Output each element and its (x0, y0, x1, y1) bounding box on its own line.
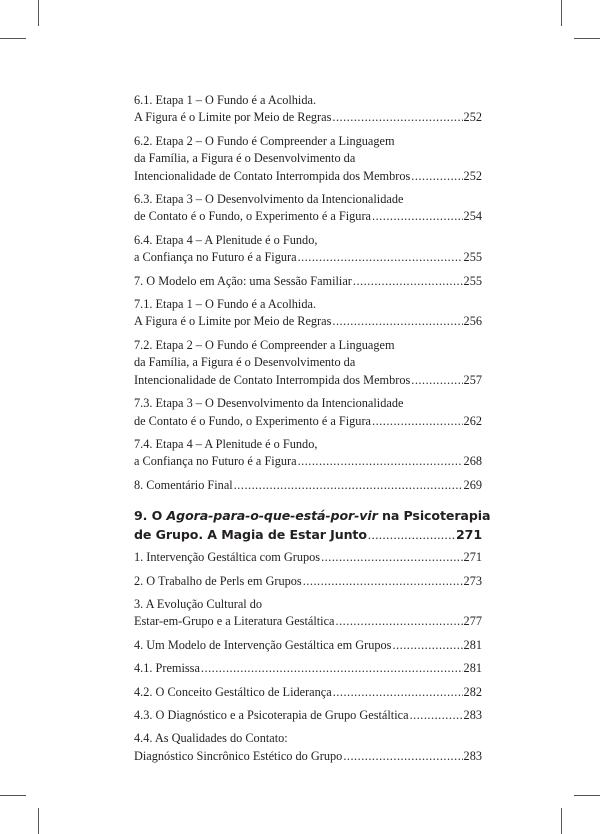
dot-leader (332, 313, 462, 330)
toc-entry-line (134, 707, 482, 724)
toc-entry-line (134, 191, 482, 208)
toc-entry-title: 7.2. Etapa 2 – O Fundo é Compreender a Linguagem (134, 337, 395, 352)
toc-entry (134, 133, 482, 185)
dot-leader (353, 273, 463, 290)
toc-entry-title: 4.4. As Qualidades do Contato: (134, 731, 288, 746)
crop-mark (38, 0, 39, 26)
toc-entry (134, 730, 482, 765)
toc-entry (134, 296, 482, 331)
toc-entry-title: de Contato é o Fundo, o Experimento é a Figura (134, 209, 372, 224)
crop-mark (574, 795, 600, 796)
toc-entry-line (134, 208, 482, 225)
toc-entry (134, 549, 482, 566)
table-of-contents (134, 92, 491, 771)
toc-entry-line (134, 453, 482, 470)
toc-entry-line (134, 296, 482, 313)
toc-entry-line (134, 613, 482, 630)
toc-entry (134, 637, 482, 654)
chapter-prefix: 9. O (134, 508, 167, 524)
toc-entry-title: a Confiança no Futuro é a Figura (134, 454, 297, 469)
toc-entry-title: da Família, a Figura é o Desenvolvimento da (134, 355, 356, 370)
toc-entry-line (134, 313, 482, 330)
toc-entry-line (134, 232, 482, 249)
toc-entry-line (134, 477, 482, 494)
toc-entry-line (134, 372, 482, 389)
toc-entry (134, 573, 482, 590)
dot-leader (321, 549, 462, 566)
toc-entry-title: 4.2. O Conceito Gestáltico de Liderança (134, 684, 332, 699)
toc-page-number: 283 (463, 707, 482, 722)
toc-entry-title: Estar-em-Grupo e a Literatura Gestáltica (134, 614, 335, 629)
dot-leader (368, 526, 455, 545)
toc-page-number: 254 (463, 209, 482, 224)
toc-entry-title: 8. Comentário Final (134, 477, 233, 492)
toc-entry-title: 3. A Evolução Cultural do (134, 596, 263, 611)
toc-entry-title: A Figura é o Limite por Meio de Regras (134, 110, 332, 125)
dot-leader (298, 249, 463, 266)
toc-page-number: 268 (463, 454, 482, 469)
toc-entry (134, 395, 482, 430)
toc-section-8 (134, 92, 482, 494)
toc-page-number: 283 (463, 748, 482, 763)
toc-page-number: 262 (463, 413, 482, 428)
toc-entry-title: 6.1. Etapa 1 – O Fundo é a Acolhida. (134, 93, 317, 107)
toc-entry-title: 7. O Modelo em Ação: uma Sessão Familiar (134, 273, 352, 288)
crop-mark (561, 0, 562, 26)
chapter-suffix: na Psicoterapia (377, 508, 491, 524)
toc-page-number: 273 (463, 573, 482, 588)
toc-entry (134, 707, 482, 724)
dot-leader (372, 208, 463, 225)
toc-entry-line (134, 413, 482, 430)
crop-mark (0, 795, 26, 796)
toc-entry-title: 4. Um Modelo de Intervenção Gestáltica em Grupos (134, 637, 392, 652)
chapter-title-line-2: de Grupo. A Magia de Estar Junto (134, 527, 367, 543)
toc-entry-line (134, 109, 482, 126)
crop-mark (561, 808, 562, 834)
toc-entry-title: 1. Intervenção Gestáltica com Grupos (134, 550, 321, 565)
toc-page-number: 281 (463, 661, 482, 676)
dot-leader (411, 372, 462, 389)
toc-entry-line (134, 249, 482, 266)
toc-entry-line (134, 637, 482, 654)
crop-mark (38, 808, 39, 834)
toc-entry-title: A Figura é o Limite por Meio de Regras (134, 314, 332, 329)
toc-entry-title: 6.3. Etapa 3 – O Desenvolvimento da Intencionalidade (134, 192, 404, 207)
toc-entry (134, 273, 482, 290)
toc-entry-title: 4.3. O Diagnóstico e a Psicoterapia de Grupo Gestáltica (134, 707, 409, 722)
chapter-page-number: 271 (456, 527, 482, 543)
toc-entry-title: Intencionalidade de Contato Interrompida dos Membros (134, 372, 411, 387)
dot-leader (392, 637, 462, 654)
toc-entry-title: Intencionalidade de Contato Interrompida dos Membros (134, 168, 411, 183)
dot-leader (234, 477, 463, 494)
toc-section-9 (134, 549, 482, 765)
dot-leader (333, 684, 463, 701)
toc-entry-title: 4.1. Premissa (134, 661, 200, 676)
dot-leader (343, 748, 462, 765)
toc-entry-line (134, 395, 482, 412)
chapter-italic-phrase: Agora-para-o-que-está-por-vir (166, 508, 378, 524)
toc-entry (134, 477, 482, 494)
toc-chapter-heading (134, 506, 491, 545)
toc-entry (134, 436, 482, 471)
toc-entry-line (134, 730, 482, 747)
toc-entry-title: 6.4. Etapa 4 – A Plenitude é o Fundo, (134, 232, 318, 247)
toc-entry-title: a Confiança no Futuro é a Figura (134, 250, 297, 265)
dot-leader (201, 660, 463, 677)
toc-entry-line (134, 660, 482, 677)
toc-entry-line (134, 573, 482, 590)
dot-leader (336, 613, 463, 630)
crop-mark (0, 38, 26, 39)
dot-leader (411, 168, 462, 185)
toc-entry-title: da Família, a Figura é o Desenvolvimento da (134, 151, 356, 166)
toc-page-number: 277 (463, 614, 482, 629)
toc-entry-title: 7.1. Etapa 1 – O Fundo é a Acolhida. (134, 297, 317, 312)
toc-entry-line (134, 273, 482, 290)
toc-entry (134, 191, 482, 226)
toc-page-number: 269 (463, 477, 482, 492)
toc-page-number: 256 (463, 314, 482, 329)
toc-entry-title: Diagnóstico Sincrônico Estético do Grupo (134, 748, 343, 763)
toc-entry-line (134, 168, 482, 185)
toc-entry-title: 7.3. Etapa 3 – O Desenvolvimento da Intencionalidade (134, 396, 404, 411)
toc-entry (134, 337, 482, 389)
dot-leader (410, 707, 463, 724)
toc-page-number: 257 (463, 372, 482, 387)
crop-mark (574, 38, 600, 39)
toc-entry-line (134, 596, 482, 613)
toc-entry (134, 92, 482, 127)
dot-leader (298, 453, 463, 470)
toc-entry-title: 7.4. Etapa 4 – A Plenitude é o Fundo, (134, 436, 318, 451)
dot-leader (332, 109, 462, 126)
toc-entry-line (134, 92, 482, 109)
toc-entry-title: 2. O Trabalho de Perls em Grupos (134, 573, 302, 588)
toc-entry-line (134, 684, 482, 701)
dot-leader (303, 573, 463, 590)
toc-entry (134, 596, 482, 631)
toc-entry-line (134, 549, 482, 566)
toc-entry-line (134, 337, 482, 354)
toc-page-number: 252 (463, 110, 482, 125)
toc-page-number: 252 (463, 168, 482, 183)
toc-entry (134, 232, 482, 267)
toc-entry-line (134, 436, 482, 453)
toc-page-number: 282 (463, 684, 482, 699)
dot-leader (372, 413, 463, 430)
toc-page-number: 255 (463, 250, 482, 265)
toc-page-number: 255 (463, 273, 482, 288)
toc-entry-line (134, 748, 482, 765)
toc-entry (134, 684, 482, 701)
toc-entry-title: de Contato é o Fundo, o Experimento é a Figura (134, 413, 372, 428)
toc-entry-line (134, 133, 482, 150)
toc-entry-line (134, 150, 482, 167)
toc-page-number: 281 (463, 637, 482, 652)
toc-entry-title: 6.2. Etapa 2 – O Fundo é Compreender a Linguagem (134, 133, 395, 148)
toc-page-number: 271 (463, 550, 482, 565)
toc-entry (134, 660, 482, 677)
toc-entry-line (134, 354, 482, 371)
